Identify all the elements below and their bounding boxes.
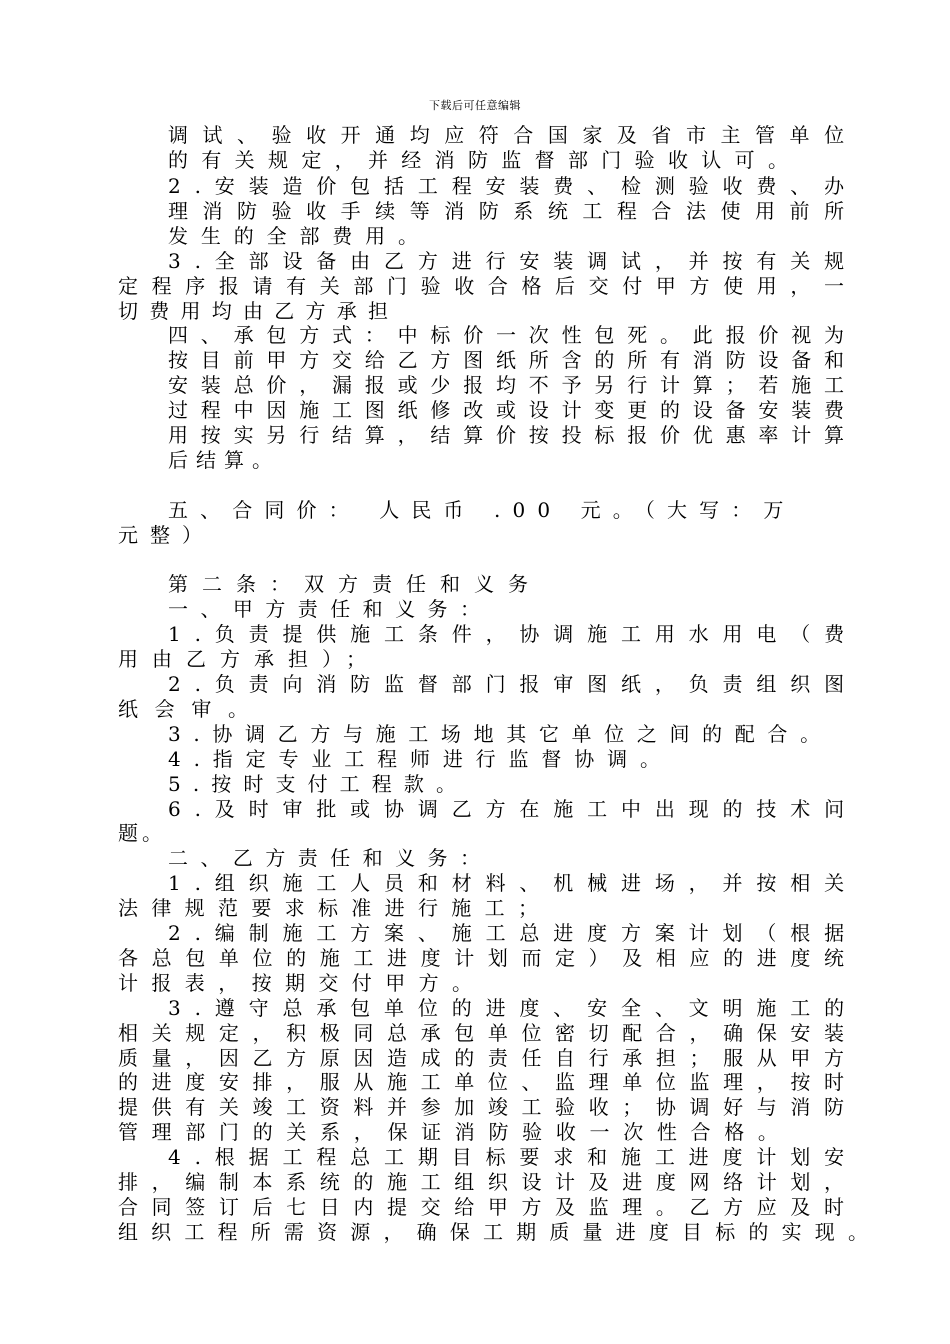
text-line: 四、承包方式：中标价一次性包死。此报价视为 <box>168 323 857 347</box>
text-line: 相关规定，积极同总承包单位密切配合，确保安装 <box>118 1021 858 1045</box>
text-line: 用由乙方承担）； <box>118 647 380 671</box>
text-line: 计报表，按期交付甲方。 <box>118 971 486 995</box>
text-line: 合同签订后七日内提交给甲方及监理。乙方应及时 <box>118 1195 858 1219</box>
text-line: 3.全部设备由乙方进行安装调试，并按有关规 <box>168 249 858 273</box>
text-line: 4.根据工程总工期目标要求和施工进度计划安 <box>168 1145 858 1169</box>
text-line: 各总包单位的施工进度计划而定）及相应的进度统 <box>118 946 858 970</box>
text-line: 质量，因乙方原因造成的责任自行承担；服从甲方 <box>118 1046 858 1070</box>
text-line: 切费用均由乙方承担 <box>118 299 400 323</box>
text-line: 1.组织施工人员和材料、机械进场，并按相关 <box>168 871 858 895</box>
text-line: 管理部门的关系，保证消防验收一次性合格。 <box>118 1120 792 1144</box>
text-line: 法律规范要求标准进行施工； <box>118 896 552 920</box>
text-line: 二、乙方责任和义务： <box>168 846 493 870</box>
text-line: 3.协调乙方与施工场地其它单位之间的配合。 <box>168 722 833 746</box>
text-line: 2.负责向消防监督部门报审图纸，负责组织图 <box>168 672 858 696</box>
text-line: 2.编制施工方案、施工总进度方案计划（根据 <box>168 921 858 945</box>
text-line: 一、甲方责任和义务： <box>168 597 493 621</box>
page-header: 下载后可任意编辑 <box>429 99 521 112</box>
text-line: 调试、验收开通均应符合国家及省市主管单位 <box>168 123 859 147</box>
text-line: 组织工程所需资源，确保工期质量进度目标的实现。 <box>118 1220 882 1244</box>
text-line: 5.按时支付工程款。 <box>168 772 469 796</box>
text-line: 2.安装造价包括工程安装费、检测验收费、办 <box>168 174 858 198</box>
text-line: 理消防验收手续等消防系统工程合法使用前所 <box>168 199 859 223</box>
text-line: 后结算。 <box>168 448 280 472</box>
text-line: 4.指定专业工程师进行监督协调。 <box>168 747 673 771</box>
text-line: 排，编制本系统的施工组织设计及进度网络计划， <box>118 1170 858 1194</box>
text-line: 安装总价，漏报或少报均不予另行计算；若施工 <box>168 373 857 397</box>
text-line: 五、合同价： 人民币 .00 元。（大写：万 <box>168 498 796 522</box>
text-line: 定程序报请有关部门验收合格后交付甲方使用，一 <box>118 274 858 298</box>
text-line: 发生的全部费用。 <box>168 224 431 248</box>
text-line: 1.负责提供施工条件，协调施工用水用电（费 <box>168 622 858 646</box>
text-line: 的有关规定，并经消防监督部门验收认可。 <box>168 148 802 172</box>
text-line: 6.及时审批或协调乙方在施工中出现的技术问 <box>168 797 858 821</box>
text-line: 用按实另行结算，结算价按投标报价优惠率计算 <box>168 423 857 447</box>
text-line: 按目前甲方交给乙方图纸所含的所有消防设备和 <box>168 348 857 372</box>
text-line: 3.遵守总承包单位的进度、安全、文明施工的 <box>168 996 858 1020</box>
text-line: 题。 <box>118 821 166 845</box>
text-line: 第二条：双方责任和义务 <box>168 572 542 596</box>
text-line: 提供有关竣工资料并参加竣工验收；协调好与消防 <box>118 1095 858 1119</box>
text-line: 的进度安排，服从施工单位、监理单位监理，按时 <box>118 1070 858 1094</box>
text-line: 元整） <box>118 523 214 547</box>
text-line: 纸会审。 <box>118 697 265 721</box>
text-line: 过程中因施工图纸修改或设计变更的设备安装费 <box>168 398 857 422</box>
